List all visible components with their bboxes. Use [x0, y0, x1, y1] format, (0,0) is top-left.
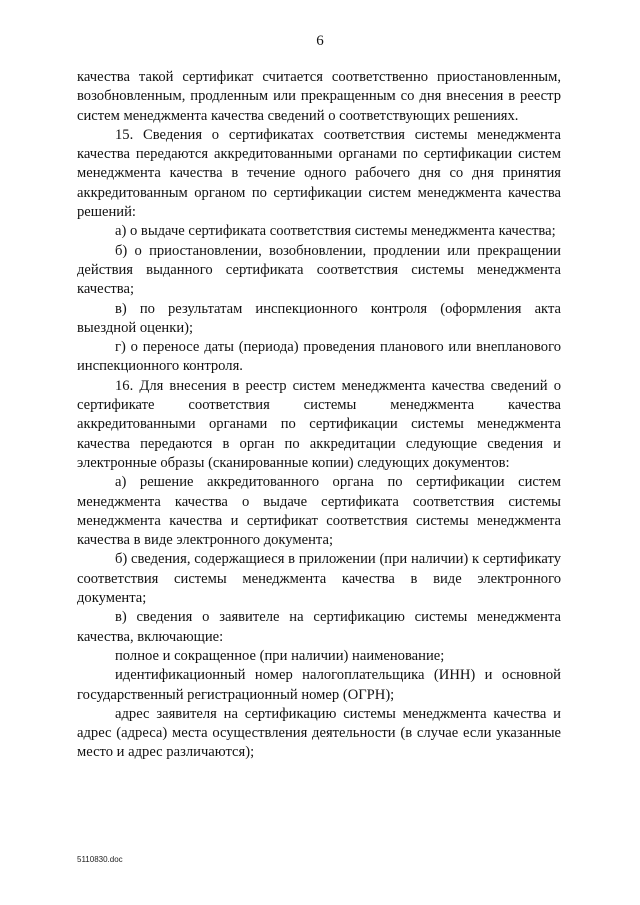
paragraph-applicant-address: адрес заявителя на сертификацию системы менеджмента качества и адрес (адреса) места осуществления деятельности (в случае если указанные место и адрес различаются); [77, 705, 561, 761]
document-file-code: 5110830.doc [77, 855, 123, 864]
paragraph-applicant-inn: идентификационный номер налогоплательщика (ИНН) и основной государственный регистрационный номер (ОГРН); [77, 667, 561, 703]
paragraph-subitem-a: а) решение аккредитованного органа по сертификации систем менеджмента качества о выдаче сертификата соответствия системы менеджмента качества и сертификат соответствия системы менеджмента качества в виде электронного документа; [77, 474, 561, 549]
paragraph-subitem-v: в) сведения о заявителе на сертификацию системы менеджмента качества, включающие: [77, 609, 561, 645]
paragraph-applicant-name: полное и сокращенное (при наличии) наименование; [115, 647, 445, 664]
paragraph-continuation: качества такой сертификат считается соответственно приостановленным, возобновленным, продленным или прекращенным со дня внесения в реестр систем менеджмента качества сведений о соответствующих решениях. [77, 69, 561, 124]
paragraph-subitem-a: а) о выдаче сертификата соответствия системы менеджмента качества; [115, 223, 556, 240]
paragraph-subitem-b: б) о приостановлении, возобновлении, продлении или прекращении действия выданного сертификата соответствия системы менеджмента качества; [77, 242, 561, 298]
paragraph-subitem-v: в) по результатам инспекционного контроля (оформления акта выездной оценки); [77, 300, 561, 336]
document-body [77, 68, 561, 763]
page-number: 6 [316, 33, 324, 49]
paragraph-subitem-g: г) о переносе даты (периода) проведения планового или внепланового инспекционного контроля. [77, 339, 561, 375]
paragraph-item-16: 16. Для внесения в реестр систем менеджмента качества сведений о сертификате соответствия системы менеджмента качества аккредитованными органами по сертификации системы менеджмента качества передаются в орган по аккредитации следующие сведения и электронные образы (сканированные копии) следующих документов: [77, 377, 561, 471]
paragraph-item-15: 15. Сведения о сертификатах соответствия системы менеджмента качества передаются аккредитованными органами по сертификации систем менеджмента качества в течение одного рабочего дня со дня принятия аккредитованным органом по сертификации систем менеджмента качества решений: [77, 126, 561, 221]
paragraph-subitem-b: б) сведения, содержащиеся в приложении (при наличии) к сертификату соответствия системы менеджмента качества в виде электронного документа; [77, 551, 561, 607]
